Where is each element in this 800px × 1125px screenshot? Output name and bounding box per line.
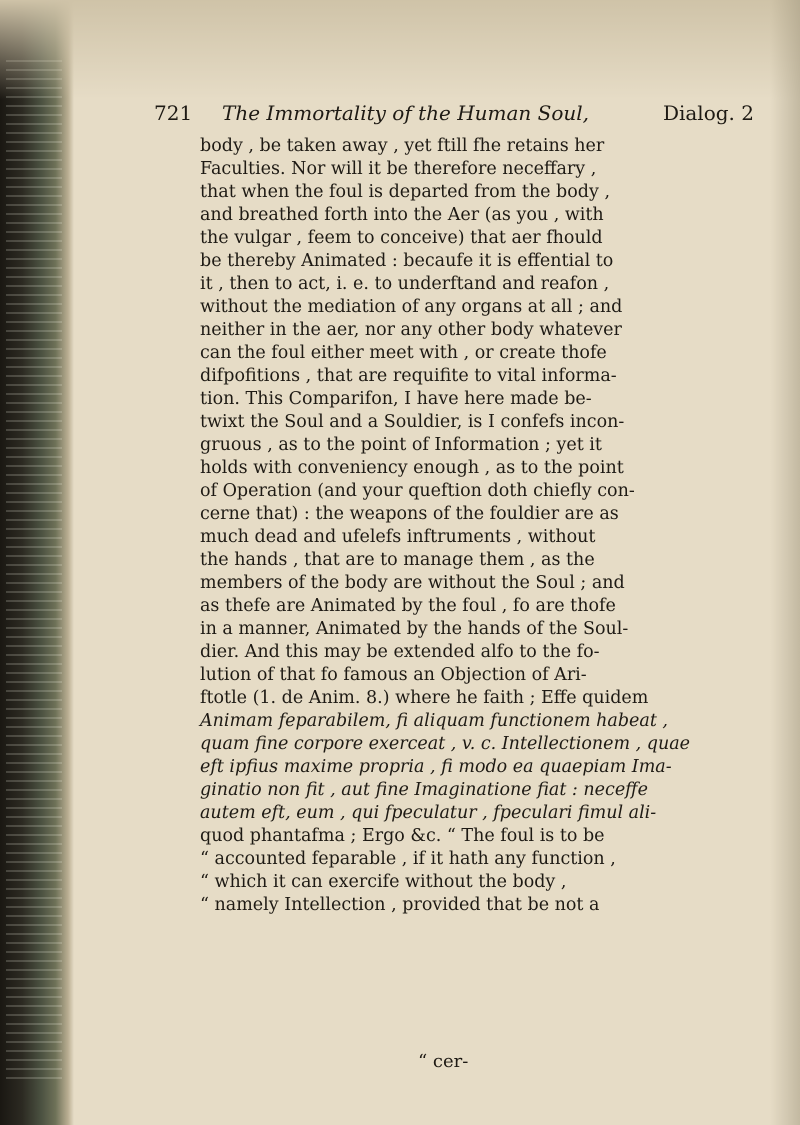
book-gutter xyxy=(0,0,74,1125)
text-line: difpofitions , that are requifite to vital informa- xyxy=(200,366,617,386)
text-line: cerne that) : the weapons of the fouldier are as xyxy=(200,504,619,524)
running-header xyxy=(154,95,760,131)
top-shadow xyxy=(0,0,800,100)
text-line: be thereby Animated : becaufe it is effential to xyxy=(200,251,614,271)
text-line: the vulgar , feem to conceive) that aer fhould xyxy=(200,228,603,248)
page xyxy=(154,95,760,917)
text-line: “ namely Intellection , provided that be not a xyxy=(200,895,600,915)
text-body xyxy=(200,135,760,917)
text-line: without the mediation of any organs at all ; and xyxy=(200,297,623,317)
text-line: it , then to act, i. e. to underftand and reafon , xyxy=(200,274,610,294)
text-line: ftotle (1. de Anim. 8.) where he faith ; Effe quidem xyxy=(200,688,649,708)
text-line: neither in the aer, nor any other body whatever xyxy=(200,320,622,340)
text-line: gruous , as to the point of Information ; yet it xyxy=(200,435,602,455)
text-line: much dead and ufelefs inftruments , without xyxy=(200,527,596,547)
text-line: in a manner, Animated by the hands of the Soul- xyxy=(200,619,629,639)
text-line: that when the foul is departed from the body , xyxy=(200,182,611,202)
section-label: Dialog. 2 xyxy=(662,101,754,125)
text-line: Faculties. Nor will it be therefore neceffary , xyxy=(200,159,597,179)
running-title: The Immortality of the Human Soul, xyxy=(222,101,590,125)
text-line: of Operation (and your queftion doth chiefly con- xyxy=(200,481,635,501)
text-line: members of the body are without the Soul ; and xyxy=(200,573,625,593)
catchword: “ cer- xyxy=(418,1051,469,1072)
page-number: 721 xyxy=(154,101,193,125)
text-line: and breathed forth into the Aer (as you , with xyxy=(200,205,604,225)
text-line-latin: Animam feparabilem, fi aliquam functionem habeat , xyxy=(200,711,668,731)
text-line-latin: autem eft, eum , qui fpeculatur , fpeculari fimul ali- xyxy=(200,803,657,823)
text-line: twixt the Soul and a Souldier, is I confefs incon- xyxy=(200,412,625,432)
text-line: holds with conveniency enough , as to the point xyxy=(200,458,624,478)
text-line: as thefe are Animated by the foul , fo are thofe xyxy=(200,596,616,616)
text-line: “ which it can exercife without the body , xyxy=(200,872,567,892)
text-line-latin: quam fine corpore exerceat , v. c. Intellectionem , quae xyxy=(200,734,691,754)
right-shadow xyxy=(770,0,800,1125)
text-line: dier. And this may be extended alfo to the fo- xyxy=(200,642,600,662)
text-line-latin: eft ipfius maxime propria , fi modo ea quaepiam Ima- xyxy=(200,757,672,777)
text-line: quod phantafma ; Ergo &c. “ The foul is to be xyxy=(200,826,605,846)
text-line: “ accounted feparable , if it hath any function , xyxy=(200,849,616,869)
text-line: lution of that fo famous an Objection of Ari- xyxy=(200,665,587,685)
text-line: the hands , that are to manage them , as the xyxy=(200,550,595,570)
text-line: tion. This Comparifon, I have here made be- xyxy=(200,389,592,409)
text-line: body , be taken away , yet ftill fhe retains her xyxy=(200,136,605,156)
text-line-latin: ginatio non fit , aut fine Imaginatione fiat : neceffe xyxy=(200,780,648,800)
page-edges xyxy=(6,60,62,1080)
text-line: can the foul either meet with , or create thofe xyxy=(200,343,607,363)
